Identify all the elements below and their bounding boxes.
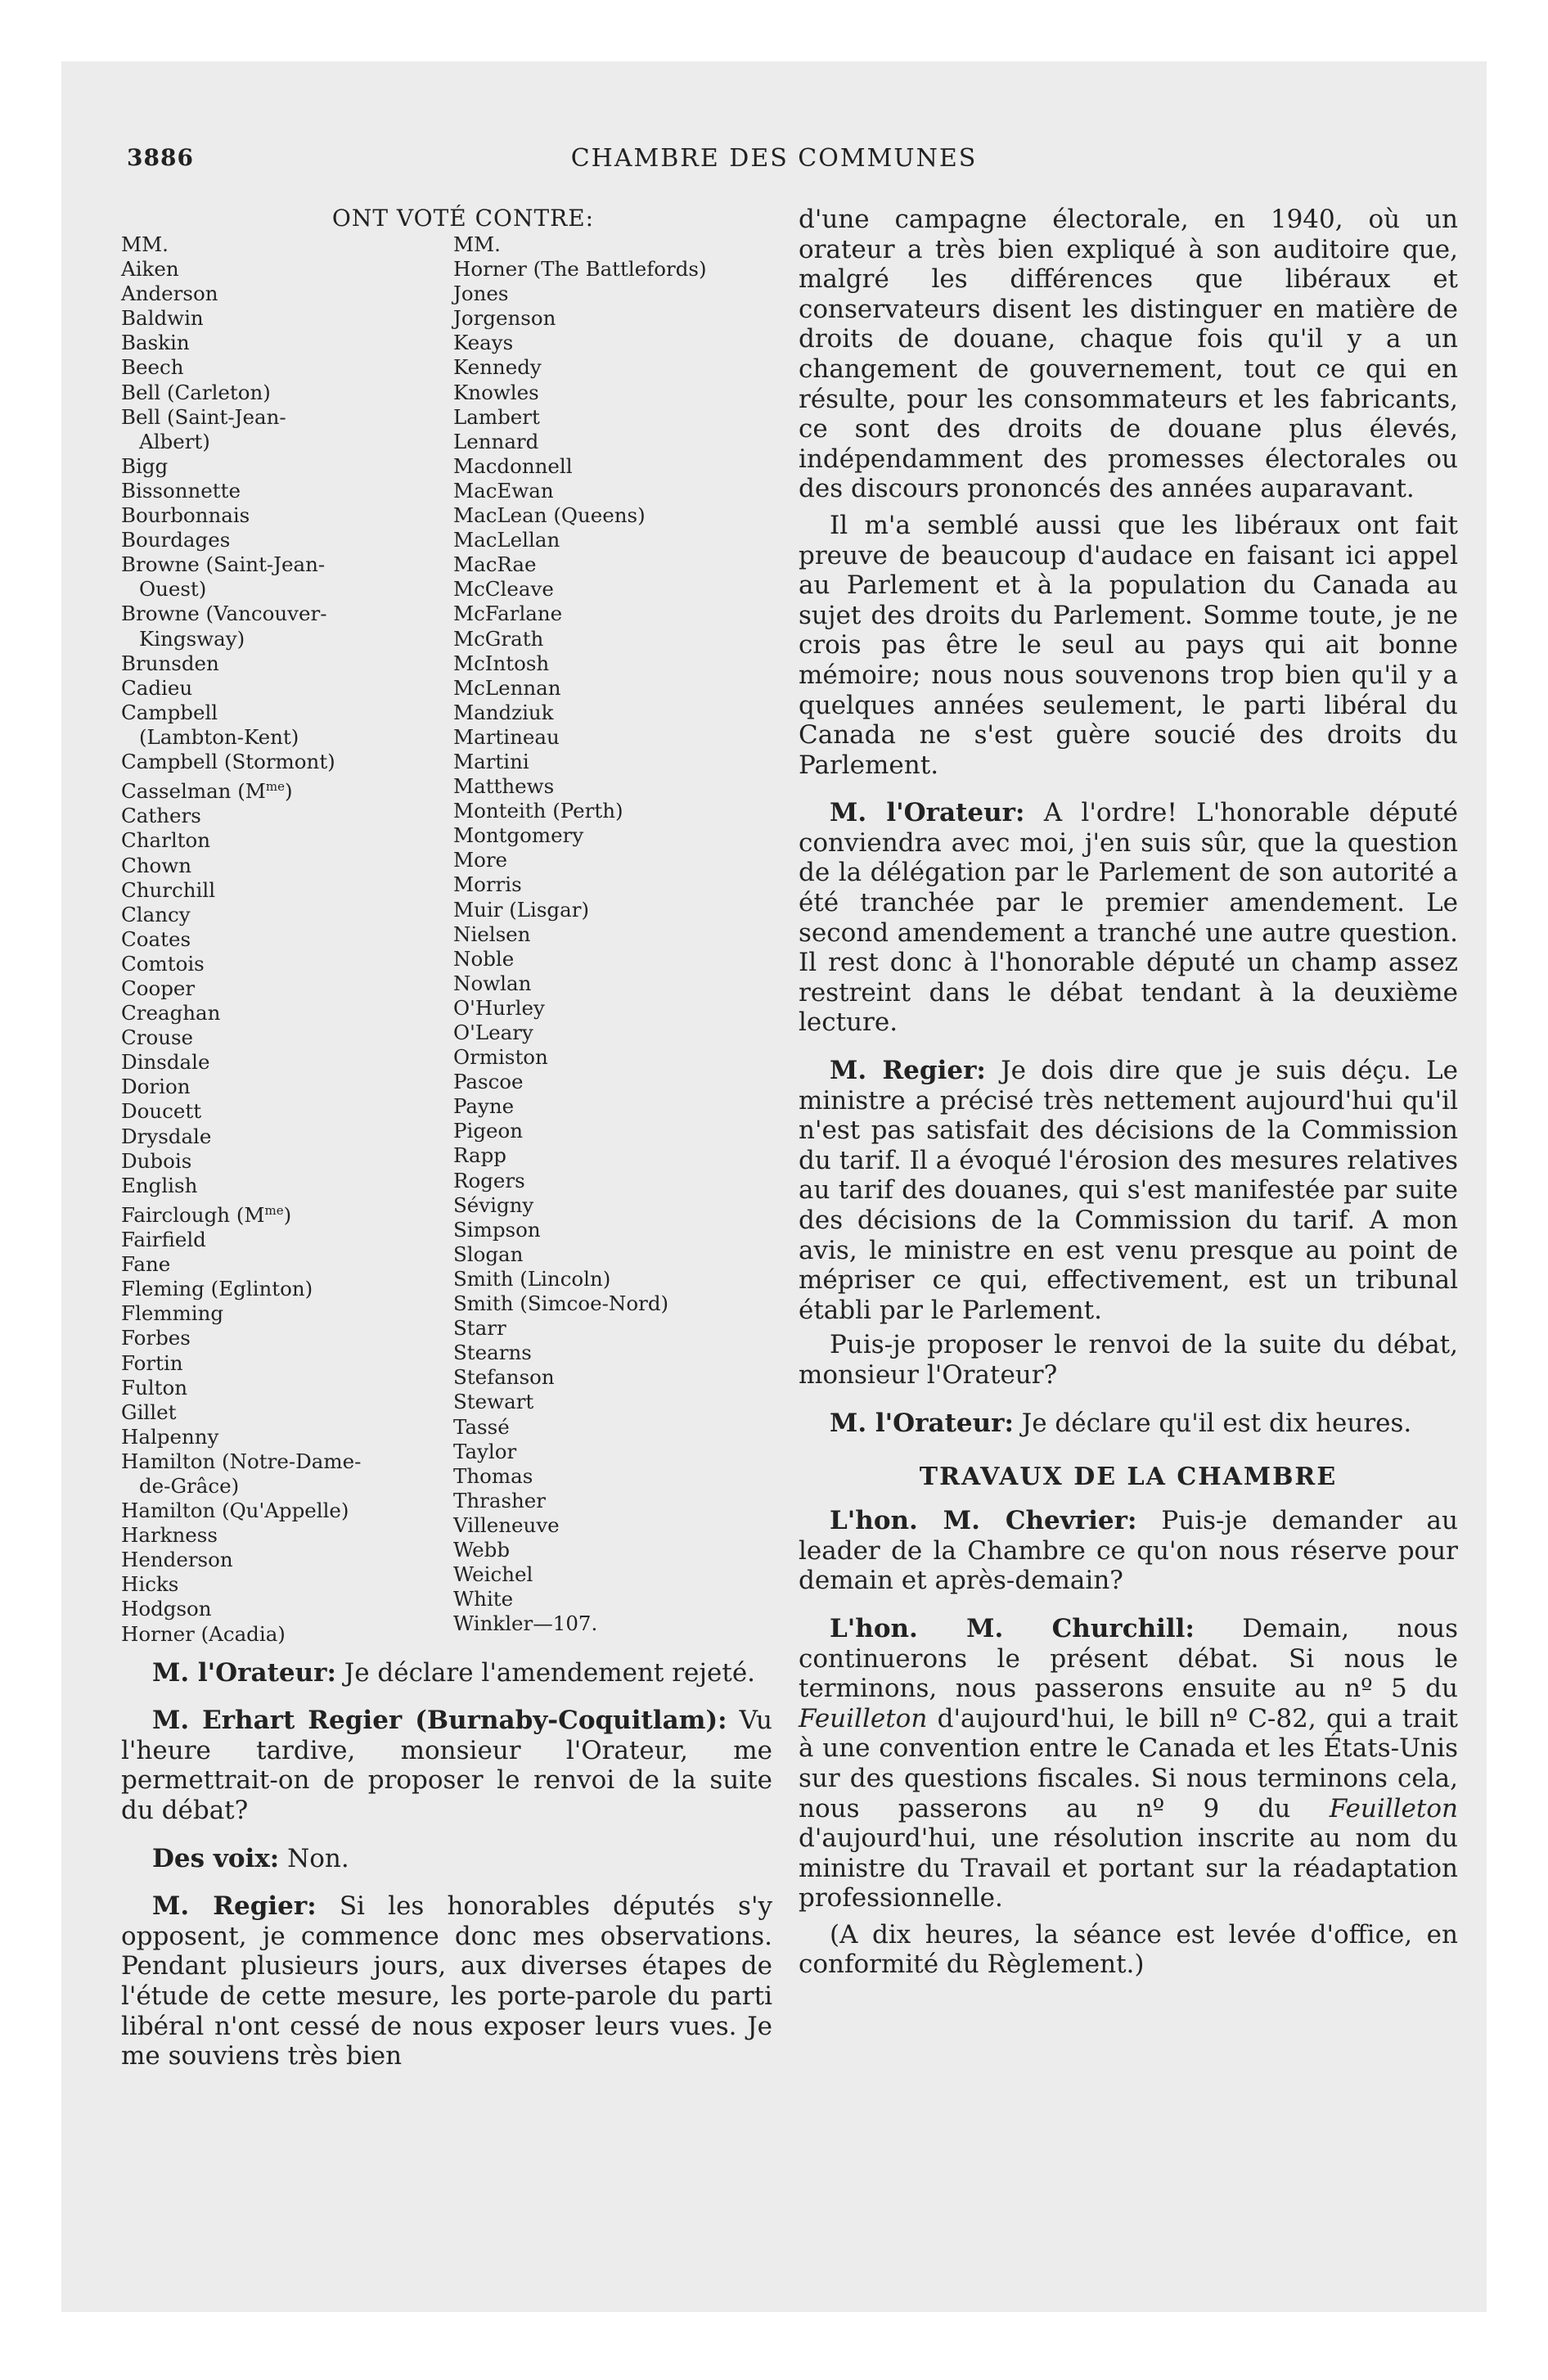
member-name: Campbell [121,700,218,724]
member-name: Hamilton (Notre-Dame- [121,1449,362,1473]
member-name: Jorgenson [453,306,556,331]
speaker: M. l'Orateur: [830,798,1025,828]
member-name: Halpenny [121,1424,219,1449]
member-name: Nielsen [453,922,531,946]
member-name: Ouest) [139,577,207,602]
member-name: Smith (Simcoe-Nord) [453,1291,669,1316]
member-name: Baskin [121,331,190,355]
member-name: Fulton [121,1375,187,1400]
speech-text: Je déclare l'amendement rejeté. [335,1657,756,1688]
member-name: Doucett [121,1099,202,1124]
member-name: Hicks [121,1572,179,1597]
speech-text: Demain, nous continuerons le présent débat. Si nous le terminons, nous passerons ensuite au nº 5 du [799,1613,1458,1704]
member-name: MacLean (Queens) [453,503,646,528]
member-name: Casselman $(M^{me})$ [121,779,293,804]
member-name: Dubois [121,1148,192,1173]
vote-names-column-1 [121,232,440,1647]
member-name: Sévigny [453,1192,534,1217]
member-name: Muir (Lisgar) [453,897,589,922]
member-name: Anderson [121,282,218,306]
member-name: Lennard [453,429,539,453]
member-name: Martini [453,749,529,773]
member-name: Knowles [453,380,539,404]
member-name: McFarlane [453,602,563,626]
member-name: Kennedy [453,355,542,380]
member-name: Bell (Saint-Jean- [121,404,286,429]
member-name: Keays [453,331,514,355]
speaker: M. l'Orateur: [152,1657,336,1688]
member-name: Monteith (Perth) [453,799,623,823]
member-name: Brunsden [121,651,219,675]
right-paragraph-7 [799,1506,1458,1596]
member-name: Comtois [121,951,205,976]
member-name: Baldwin [121,306,204,331]
member-name: McIntosh [453,651,550,675]
right-column [799,205,1458,1980]
vote-column-1-head: MM. [121,232,169,256]
member-name: Harkness [121,1523,218,1548]
member-name: Bourdages [121,528,231,552]
speaker: M. Erhart Regier (Burnaby-Coquitlam): [152,1706,727,1736]
member-name: Hamilton (Qu'Appelle) [121,1499,349,1523]
left-paragraph-4 [121,1891,772,2071]
member-name: Payne [453,1094,515,1119]
member-name: Thomas [453,1463,533,1488]
member-name: Campbell (Stormont) [121,749,335,773]
member-name: Starr [453,1316,506,1341]
member-name: Jones [453,282,509,306]
member-name: Churchill [121,877,216,902]
member-name: Bell (Carleton) [121,380,271,404]
left-column [121,205,772,2071]
member-name: (Lambton-Kent) [139,724,299,749]
member-name: Fleming (Eglinton) [121,1277,313,1301]
member-name: Lambert [453,404,540,429]
member-name: McGrath [453,626,544,651]
member-name: Fairfield [121,1228,206,1252]
member-name: Cadieu [121,675,193,700]
speech-text: Je déclare qu'il est dix heures. [1013,1408,1412,1438]
vote-names-column-2 [453,232,772,1647]
member-name: Ormiston [453,1045,548,1070]
member-name: Kingsway) [139,626,245,651]
member-name: Matthews [453,774,555,799]
member-name: Cathers [121,804,201,828]
member-name: Horner (The Battlefords) [453,257,707,282]
member-name: Montgomery [453,823,584,848]
member-name: Taylor [453,1439,517,1463]
member-name: Beech [121,355,184,380]
member-name: Tassé [453,1414,510,1439]
vote-column-2-head: MM. [453,232,501,256]
member-name: Winkler—107. [453,1611,598,1636]
member-name: Stewart [453,1390,534,1414]
member-name: Aiken [121,257,179,282]
member-name: Stearns [453,1341,532,1365]
member-name: Bourbonnais [121,503,250,528]
member-name: Fane [121,1252,171,1277]
member-name: Dorion [121,1075,191,1099]
feuilleton-title: Feuilleton [1329,1793,1458,1823]
right-paragraph-1: d'une campagne électorale, en 1940, où un orateur a très bien expliqué à son auditoire que, malgré les différences que libéraux et conservateurs disent les distinguer en matière de droits de douane, chaque fois qu'il y a un changement de gouvernement, tout ce qui en résulte, pour les consommateurs et les fabricants, ce sont des droits de douane plus élevés, indépendamment des promesses électorales ou des discours prononcés des années auparavant. [799,205,1458,504]
member-name: Nowlan [453,971,532,995]
member-name: MacLellan [453,528,560,552]
member-name: Pigeon [453,1119,524,1143]
right-paragraph-4 [799,1056,1458,1325]
page-number: 3886 [127,144,194,171]
member-name: Martineau [453,724,560,749]
member-name: Charlton [121,828,211,853]
member-name: Pascoe [453,1070,524,1094]
speaker: Des voix: [152,1843,280,1873]
speaker: L'hon. M. Churchill: [830,1613,1195,1643]
member-name: O'Leary [453,1021,533,1044]
speech-text: A l'ordre! L'honorable député conviendra avec moi, j'en suis sûr, que la question de la délégation par le Parlement de son autorité a été tranchée par le premier amendement. Le second amendement a tranché une autre question. Il rest donc à l'honorable député un champ assez restreint dans le débat tendant à la deuxième lecture. [799,798,1458,1038]
member-name: Morris [453,872,522,897]
member-name: McLennan [453,675,561,700]
member-name: Macdonnell [453,453,573,478]
member-name: Gillet [121,1400,177,1424]
member-name: Flemming [121,1301,224,1326]
speech-text: Non. [279,1843,349,1873]
member-name: Stefanson [453,1365,555,1390]
speech-text: Je dois dire que je suis déçu. Le ministre a précisé très nettement aujourd'hui qu'il n'est pas satisfait des décisions de la Commission du tarif. Il a évoqué l'érosion des mesures relatives au tarif des douanes, qui s'est manifestée par suite des décisions de la Commission du tarif. A mon avis, le ministre en est venu presque au point de mépriser ce qui, effectivement, est un tribunal établi par le Parlement. [799,1056,1458,1325]
left-paragraph-1 [121,1658,772,1688]
member-name: Drysdale [121,1124,212,1148]
member-name: Crouse [121,1025,194,1050]
member-name: Albert) [139,429,210,453]
member-name: Mandziuk [453,700,554,724]
member-name: McCleave [453,577,554,602]
speech-text: d'aujourd'hui, le bill nº C-82, qui a trait à une convention entre le Canada et les États-Unis sur des questions fiscales. Si nous terminons cela, nous passerons au nº 9 du [799,1703,1458,1823]
running-head: CHAMBRE DES COMMUNES [570,144,978,173]
feuilleton-title: Feuilleton [799,1703,928,1733]
member-name: Henderson [121,1548,233,1572]
vote-name-list [121,232,772,1647]
member-name: Simpson [453,1217,541,1242]
right-paragraph-3 [799,798,1458,1038]
member-name: Browne (Saint-Jean- [121,552,326,577]
member-name: Creaghan [121,1001,221,1025]
member-name: Cooper [121,976,196,1000]
member-name: White [453,1587,514,1611]
speaker: M. l'Orateur: [830,1408,1014,1438]
member-name: Browne (Vancouver- [121,602,327,626]
member-name: Villeneuve [453,1512,560,1537]
left-paragraph-2 [121,1706,772,1825]
member-name: Slogan [453,1242,524,1266]
member-name: Hodgson [121,1597,212,1621]
member-name: MacEwan [453,478,554,503]
member-name: Bigg [121,453,169,478]
member-name: Rapp [453,1143,506,1168]
member-name: Noble [453,946,515,971]
speaker: L'hon. M. Chevrier: [830,1506,1137,1536]
member-name: English [121,1173,198,1197]
right-paragraph-9: (A dix heures, la séance est levée d'office, en conformité du Règlement.) [799,1919,1458,1980]
member-name: Smith (Lincoln) [453,1266,611,1291]
speech-text: Si les honorables députés s'y opposent, je commence donc mes observations. Pendant plusieurs jours, aux diverses étapes de l'étude de cette mesure, les porte-parole du parti libéral n'ont cessé de nous exposer leurs vues. Je me souviens très bien [121,1891,772,2071]
member-name: More [453,848,508,872]
speaker: M. Regier: [830,1056,986,1086]
member-name: Dinsdale [121,1050,210,1075]
member-name: de-Grâce) [139,1474,240,1498]
left-paragraph-3 [121,1844,772,1874]
member-name: Clancy [121,902,191,926]
section-title: TRAVAUX DE LA CHAMBRE [919,1463,1338,1492]
member-name: O'Hurley [453,995,545,1020]
member-name: Coates [121,926,191,951]
right-paragraph-2: Il m'a semblé aussi que les libéraux ont fait preuve de beaucoup d'audace en faisant ici appel au Parlement et à la population du Canada au sujet des droits du Parlement. Somme toute, je ne crois pas être le seul au pays qui ait bonne mémoire; nous nous souvenons trop bien qu'il y a quelques années seulement, le parti libéral du Canada ne s'est guère soucié des droits du Parlement. [799,510,1458,780]
speech-text: Puis-je demander au leader de la Chambre ce qu'on nous réserve pour demain et après-demain? [799,1506,1458,1596]
member-name: Horner (Acadia) [121,1621,286,1646]
member-name: Thrasher [453,1488,547,1512]
member-name: Bissonnette [121,478,241,503]
member-name: Fortin [121,1350,183,1375]
right-paragraph-6 [799,1409,1458,1439]
member-name: Forbes [121,1326,191,1350]
member-name: Rogers [453,1168,525,1192]
vote-heading: ONT VOTÉ CONTRE: [331,205,595,232]
right-paragraph-8 [799,1614,1458,1913]
speech-text: d'aujourd'hui, une résolution inscrite au nom du ministre du Travail et portant sur la réadaptation professionnelle. [799,1823,1458,1913]
member-name: Webb [453,1537,511,1562]
speaker: M. Regier: [152,1891,317,1922]
speech-text: Vu l'heure tardive, monsieur l'Orateur, me permettrait-on de proposer le renvoi de la suite du débat? [121,1706,772,1826]
member-name: Weichel [453,1562,533,1587]
right-paragraph-5: Puis-je proposer le renvoi de la suite du débat, monsieur l'Orateur? [799,1330,1458,1390]
member-name: Chown [121,853,192,877]
member-name: Fairclough $(M^{me})$ [121,1202,292,1227]
member-name: MacRae [453,552,537,577]
